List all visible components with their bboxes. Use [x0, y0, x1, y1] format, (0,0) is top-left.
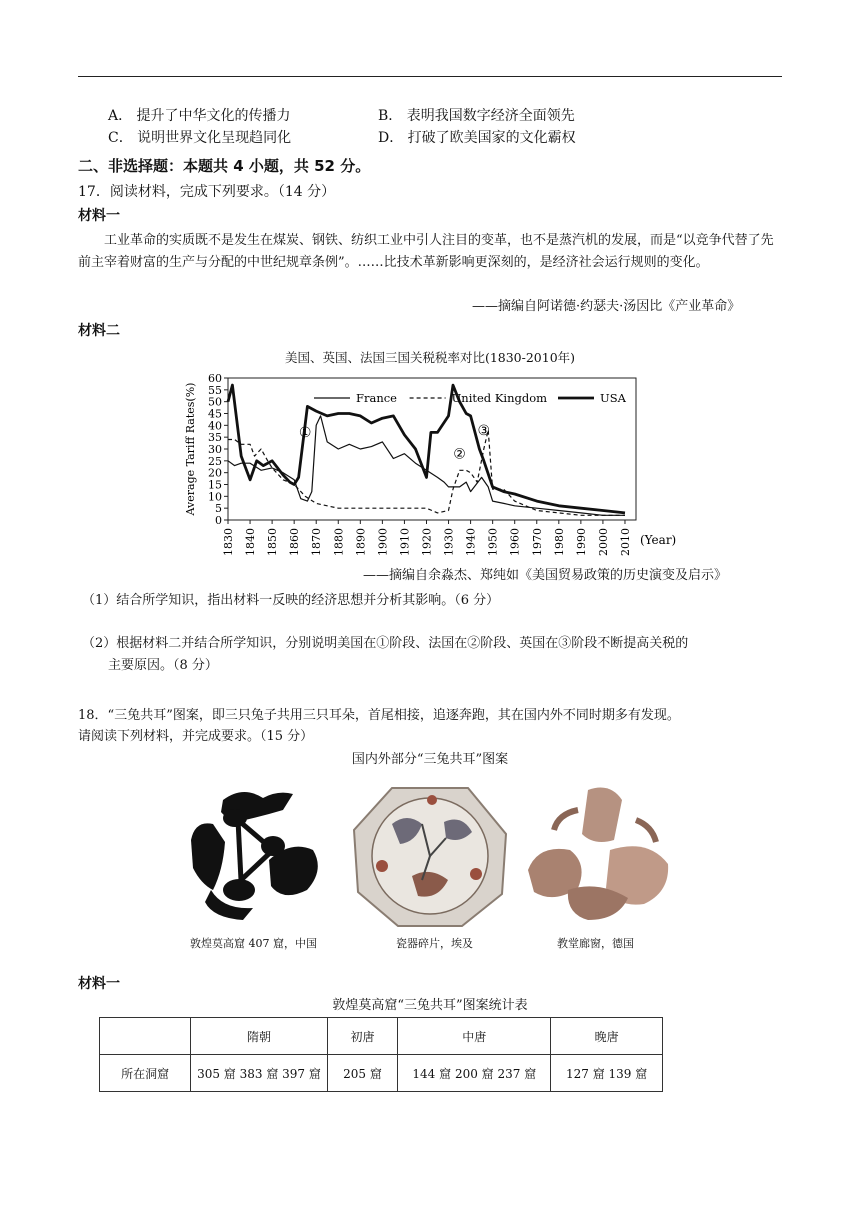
- dunhuang-statistics-table: [99, 1017, 663, 1092]
- y-tick-label: 35: [208, 431, 222, 445]
- x-tick-label: 1950: [486, 528, 500, 556]
- header-rule: [78, 76, 782, 77]
- y-tick-label: 25: [208, 454, 222, 468]
- option-c: C． 说明世界文化呈现趋同化: [108, 130, 292, 146]
- chart-title: 美国、英国、法国三国关税税率对比(1830-2010年): [284, 350, 576, 365]
- x-tick-label: 2010: [618, 528, 632, 556]
- q17-material1-label: 材料一: [78, 208, 120, 224]
- x-tick-label: 1930: [442, 528, 456, 556]
- table-header-cell: [100, 1018, 191, 1055]
- y-tick-label: 40: [208, 419, 222, 433]
- caption-dunhuang: 敦煌莫高窟 407 窟，中国: [190, 937, 317, 950]
- y-axis-label: Average Tariff Rates(%): [184, 382, 197, 516]
- y-tick-label: 5: [215, 502, 222, 516]
- table-cell: 205 窟: [327, 1055, 398, 1092]
- rabbit-pattern-egypt-ceramic-image: [352, 784, 508, 929]
- x-tick-label: 1900: [376, 528, 390, 556]
- stage-annotation: ①: [298, 425, 312, 442]
- legend-label: France: [356, 391, 397, 405]
- rabbit-pattern-dunhuang-image: [183, 780, 333, 925]
- table-cell: 所在洞窟: [100, 1055, 191, 1092]
- q17-question2-line2: 主要原因。（8 分）: [108, 658, 218, 673]
- q18-stem-line2: 请阅读下列材料，并完成要求。（15 分）: [78, 729, 314, 744]
- legend-label: United Kingdom: [451, 391, 548, 405]
- table-cell: 127 窟 139 窟: [551, 1055, 663, 1092]
- x-tick-label: 1860: [288, 528, 302, 556]
- y-tick-label: 0: [215, 514, 222, 527]
- table-header-row: [100, 1018, 663, 1055]
- table-header-cell: 隋朝: [191, 1018, 327, 1055]
- option-b: B． 表明我国数字经济全面领先: [378, 108, 575, 124]
- x-tick-label: 1830: [222, 528, 235, 556]
- q17-question1: （1）结合所学知识，指出材料一反映的经济思想并分析其影响。（6 分）: [82, 593, 500, 608]
- stage-annotation: ②: [453, 446, 466, 463]
- x-tick-label: 1940: [464, 528, 478, 556]
- tariff-line-chart: [180, 368, 680, 560]
- caption-germany: 教堂廊窗，德国: [557, 937, 634, 950]
- q17-material1-text: 工业革命的实质既不是发生在煤炭、钢铁、纺织工业中引人注目的变革，也不是蒸汽机的发展，而是“以竞争代替了先前主宰着财富的生产与分配的中世纪规章条例”。……比技术革新影响更深刻的，是经济社会运行规则的变化。: [78, 233, 774, 270]
- caption-egypt: 瓷器碎片，埃及: [396, 937, 473, 950]
- x-tick-label: 1840: [244, 528, 258, 556]
- q17-material2-label: 材料二: [78, 323, 120, 339]
- y-tick-label: 20: [208, 466, 222, 480]
- table-header-cell: 初唐: [327, 1018, 398, 1055]
- q17-stem: 17．阅读材料，完成下列要求。（14 分）: [78, 184, 336, 200]
- x-axis-label: (Year): [640, 533, 677, 547]
- rabbit-pattern-germany-church-image: [518, 780, 678, 928]
- q17-question2-line1: （2）根据材料二并结合所学知识，分别说明美国在①阶段、法国在②阶段、英国在③阶段不断提高关税的: [82, 636, 689, 651]
- option-a: A． 提升了中华文化的传播力: [108, 108, 291, 124]
- q18-table-title: 敦煌莫高窟“三兔共耳”图案统计表: [332, 998, 528, 1013]
- y-tick-label: 30: [208, 443, 222, 456]
- y-tick-label: 55: [208, 383, 222, 397]
- x-tick-label: 2000: [596, 528, 610, 556]
- x-tick-label: 1850: [266, 528, 280, 556]
- option-d: D． 打破了欧美国家的文化霸权: [378, 130, 576, 146]
- y-tick-label: 45: [208, 407, 222, 421]
- table-header-cell: 晚唐: [551, 1018, 663, 1055]
- q18-stem-line1: 18．“三兔共耳”图案，即三只兔子共用三只耳朵，首尾相接，追逐奔跑，其在国内外不同时期多有发现。: [78, 708, 680, 723]
- table-cell: 144 窟 200 窟 237 窟: [398, 1055, 551, 1092]
- y-tick-label: 10: [208, 490, 222, 504]
- stage-annotation: ③: [477, 422, 491, 439]
- x-tick-label: 1870: [310, 528, 324, 556]
- x-tick-label: 1920: [420, 528, 434, 556]
- q18-figure-title: 国内外部分“三兔共耳”图案: [351, 752, 509, 767]
- x-tick-label: 1990: [574, 528, 588, 556]
- legend-label: USA: [600, 391, 626, 405]
- q17-material1-source: ——摘编自阿诺德·约瑟夫·汤因比《产业革命》: [472, 299, 741, 314]
- y-tick-label: 50: [208, 395, 222, 409]
- y-tick-label: 60: [208, 372, 222, 385]
- q17-material2-source: ——摘编自余淼杰、郑纯如《美国贸易政策的历史演变及启示》: [363, 568, 728, 583]
- q18-material1-label: 材料一: [78, 976, 120, 992]
- x-tick-label: 1910: [398, 528, 412, 556]
- x-tick-label: 1960: [508, 528, 522, 556]
- table-row: [100, 1055, 663, 1092]
- x-tick-label: 1970: [530, 528, 544, 556]
- x-tick-label: 1890: [354, 528, 368, 556]
- table-cell: 305 窟 383 窟 397 窟: [191, 1055, 327, 1092]
- x-tick-label: 1980: [552, 528, 566, 556]
- y-tick-label: 15: [208, 478, 222, 492]
- x-tick-label: 1880: [332, 528, 346, 556]
- table-header-cell: 中唐: [398, 1018, 551, 1055]
- section-heading: 二、非选择题：本题共 4 小题，共 52 分。: [78, 157, 371, 175]
